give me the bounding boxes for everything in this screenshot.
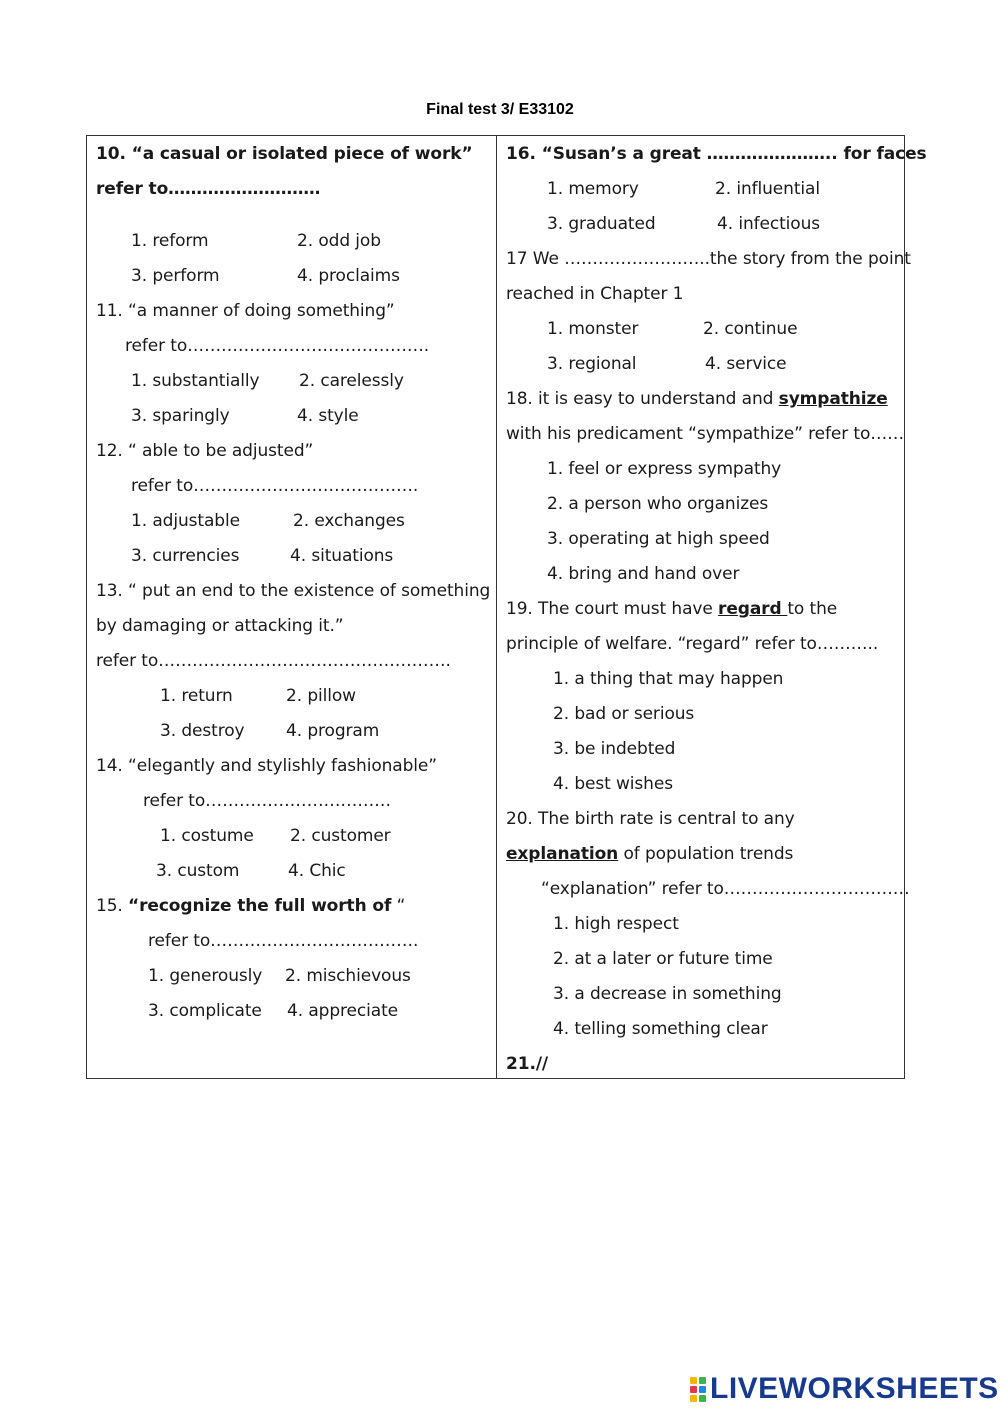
- option[interactable]: 2. mischievous: [285, 966, 411, 986]
- option[interactable]: 4. bring and hand over: [547, 564, 740, 584]
- option[interactable]: 3. custom: [156, 861, 240, 881]
- option[interactable]: 3. graduated: [547, 214, 656, 234]
- question-14-refer: refer to……………………………: [143, 791, 392, 811]
- question-16-stem: 16. “Susan’s a great ………………….. for faces: [506, 144, 927, 164]
- question-13-stem: 13. “ put an end to the existence of something: [96, 581, 491, 601]
- option[interactable]: 4. infectious: [717, 214, 821, 234]
- question-17-stem-continued: reached in Chapter 1: [506, 284, 684, 304]
- question-12-refer: refer to………………………………….: [131, 476, 419, 496]
- option[interactable]: 4. service: [705, 354, 787, 374]
- option[interactable]: 2. continue: [703, 319, 798, 339]
- question-18-stem: [506, 388, 888, 410]
- option[interactable]: 4. telling something clear: [553, 1019, 768, 1039]
- option[interactable]: 3. sparingly: [131, 406, 230, 426]
- question-18-keyword: sympathize: [778, 389, 888, 409]
- question-20-keyword: explanation: [506, 844, 619, 864]
- question-table: [86, 135, 927, 1079]
- option[interactable]: 1. costume: [160, 826, 254, 846]
- question-18-text: 18. it is easy to understand and: [506, 389, 779, 409]
- question-13-refer: refer to…………………………………………….: [96, 651, 451, 671]
- option[interactable]: 1. return: [160, 686, 233, 706]
- option[interactable]: 3. currencies: [131, 546, 240, 566]
- question-13-stem-continued: by damaging or attacking it.”: [96, 616, 344, 636]
- option[interactable]: 2. bad or serious: [553, 704, 695, 724]
- question-20-text-end: of population trends: [618, 844, 794, 864]
- option[interactable]: 3. destroy: [160, 721, 245, 741]
- logo-text: LIVEWORKSHEETS: [710, 1372, 999, 1405]
- option[interactable]: 4. style: [297, 406, 359, 426]
- option[interactable]: 2. at a later or future time: [553, 949, 773, 969]
- option[interactable]: 1. feel or express sympathy: [547, 459, 782, 479]
- option[interactable]: 2. odd job: [297, 231, 381, 251]
- option[interactable]: 4. situations: [290, 546, 394, 566]
- question-15-stem: [96, 895, 405, 917]
- liveworksheets-logo: [690, 1373, 999, 1405]
- question-15-refer: refer to……………………………….: [148, 931, 419, 951]
- option[interactable]: 1. high respect: [553, 914, 679, 934]
- question-20-stem-continued: [506, 843, 793, 865]
- option[interactable]: 3. operating at high speed: [547, 529, 770, 549]
- question-12-stem: 12. “ able to be adjusted”: [96, 441, 314, 461]
- question-17-stem: 17 We ……………………..the story from the point: [506, 249, 911, 269]
- logo-icon: [690, 1377, 706, 1402]
- question-11-stem: 11. “a manner of doing something”: [96, 301, 395, 321]
- page-title: Final test 3/ E33102: [426, 101, 574, 118]
- question-20-stem: 20. The birth rate is central to any: [506, 809, 795, 829]
- option[interactable]: 3. perform: [131, 266, 220, 286]
- question-10-refer: refer to………………………: [96, 179, 321, 199]
- option[interactable]: 1. generously: [148, 966, 263, 986]
- question-19-stem-continued: principle of welfare. “regard” refer to………..: [506, 634, 879, 654]
- option[interactable]: 3. complicate: [148, 1001, 262, 1021]
- option[interactable]: 2. exchanges: [293, 511, 405, 531]
- question-15-number: 15.: [96, 896, 129, 916]
- option[interactable]: 4. program: [286, 721, 380, 741]
- option[interactable]: 2. carelessly: [299, 371, 404, 391]
- option[interactable]: 1. substantially: [131, 371, 260, 391]
- option[interactable]: 1. memory: [547, 179, 639, 199]
- question-19-text-end: to the: [787, 599, 838, 619]
- question-11-refer: refer to…………………………………….: [125, 336, 430, 356]
- question-14-stem: 14. “elegantly and stylishly fashionable”: [96, 756, 437, 776]
- column-divider: [496, 136, 497, 1078]
- question-19-keyword: regard: [718, 599, 788, 619]
- option[interactable]: 4. Chic: [288, 861, 346, 881]
- option[interactable]: 1. adjustable: [131, 511, 240, 531]
- option[interactable]: 3. a decrease in something: [553, 984, 782, 1004]
- question-21: 21.//: [506, 1054, 549, 1074]
- question-20-refer: “explanation” refer to……………………………: [541, 879, 910, 899]
- option[interactable]: 3. be indebted: [553, 739, 676, 759]
- option[interactable]: 2. pillow: [286, 686, 356, 706]
- option[interactable]: 4. appreciate: [287, 1001, 399, 1021]
- option[interactable]: 2. a person who organizes: [547, 494, 769, 514]
- option[interactable]: 1. reform: [131, 231, 209, 251]
- question-19-stem: [506, 598, 837, 620]
- question-15-stem-bold: “recognize the full worth of: [128, 896, 392, 916]
- option[interactable]: 3. regional: [547, 354, 637, 374]
- option[interactable]: 2. customer: [290, 826, 391, 846]
- question-19-text: 19. The court must have: [506, 599, 719, 619]
- question-10-stem: 10. “a casual or isolated piece of work”: [96, 144, 473, 164]
- option[interactable]: 4. proclaims: [297, 266, 400, 286]
- option[interactable]: 1. monster: [547, 319, 639, 339]
- option[interactable]: 1. a thing that may happen: [553, 669, 784, 689]
- question-15-stem-end: “: [391, 896, 406, 916]
- question-18-stem-continued: with his predicament “sympathize” refer to……: [506, 424, 905, 444]
- option[interactable]: 2. influential: [715, 179, 820, 199]
- option[interactable]: 4. best wishes: [553, 774, 673, 794]
